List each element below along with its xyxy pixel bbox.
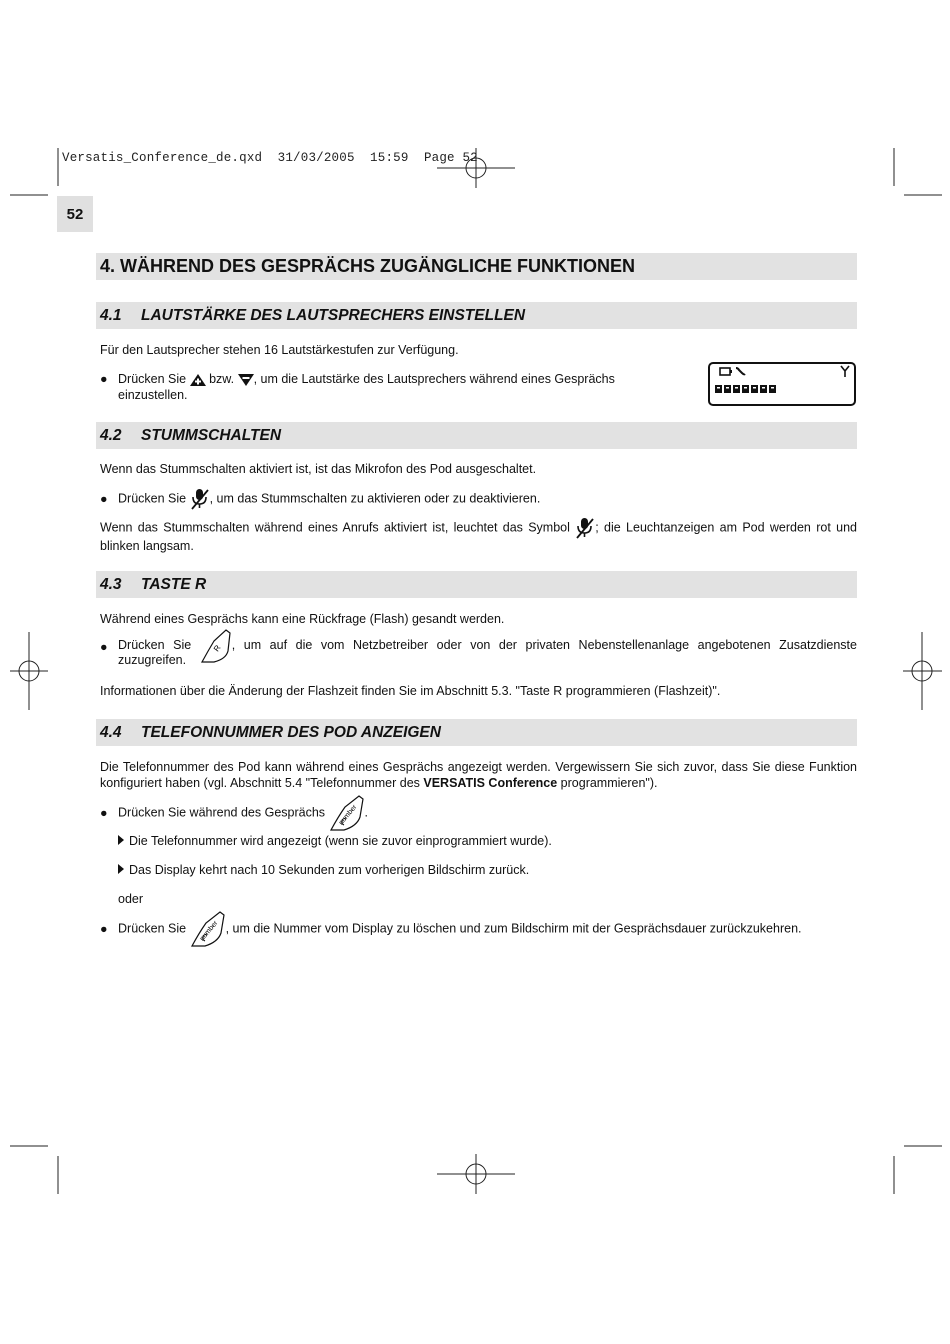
bullet-dot: ● <box>100 806 108 820</box>
bullet-dot: ● <box>100 492 108 506</box>
section-number: 4.1 <box>100 307 122 324</box>
text-fragment: Drücken Sie <box>118 372 187 386</box>
file-slug: Versatis_Conference_de.qxd 31/03/2005 15:59 Page 52 <box>62 151 478 165</box>
mute-microphone-icon <box>575 517 595 539</box>
text-fragment: Die Telefonnummer des Pod kann während eines Gesprächs angezeigt werden. Vergewissern Sie sich zuvor, dass Sie diese Funktion <box>100 760 857 774</box>
text-fragment: Drücken Sie <box>118 638 192 652</box>
bullet-text <box>118 372 658 403</box>
section-title: LAUTSTÄRKE DES LAUTSPRECHERS EINSTELLEN <box>141 307 526 324</box>
number-key-icon <box>190 911 226 947</box>
chapter-title: 4. WÄHREND DES GESPRÄCHS ZUGÄNGLICHE FUNKTIONEN <box>96 253 857 280</box>
arrow-right-icon <box>118 864 124 874</box>
r-key-icon <box>200 629 232 663</box>
paragraph: Informationen über die Änderung der Flashzeit finden Sie im Abschnitt 5.3. "Taste R programmieren (Flashzeit)". <box>100 684 721 698</box>
text-fragment: Drücken Sie <box>118 491 187 506</box>
section-header-4-4 <box>96 719 857 746</box>
text-fragment: konfiguriert haben (vgl. Abschnitt 5.4 "Telefonnummer des <box>100 775 424 790</box>
text-fragment: zuzugreifen. <box>118 652 187 667</box>
section-header-4-1 <box>96 302 857 329</box>
paragraph: Für den Lautsprecher stehen 16 Lautstärkestufen zur Verfügung. <box>100 343 459 357</box>
bullet-dot: ● <box>100 372 108 386</box>
bullet-text <box>118 911 857 947</box>
paragraph: Wenn das Stummschalten aktiviert ist, ist das Mikrofon des Pod ausgeschaltet. <box>100 462 537 476</box>
section-header-4-2 <box>96 422 857 449</box>
text-fragment: Wenn das Stummschalten während eines Anrufs aktiviert ist, leuchtet das Symbol <box>100 520 570 535</box>
paragraph <box>100 760 857 791</box>
section-number: 4.2 <box>100 427 122 444</box>
page-number: 52 <box>57 196 93 232</box>
bullet-dot: ● <box>100 640 108 654</box>
lcd-display-icon <box>708 362 857 407</box>
text-fragment: , um die Lautstärke des Lautsprechers während eines Gesprächs <box>253 372 615 386</box>
or-text: oder <box>118 892 144 906</box>
mute-microphone-icon <box>190 488 210 510</box>
sub-item <box>118 863 529 877</box>
bullet-text <box>118 628 857 668</box>
r-key-label: R <box>211 643 223 653</box>
text-fragment: , um auf die vom Netzbetreiber oder von der privaten Nebenstellenanlage angebotenen Zusatzdienste <box>231 638 857 652</box>
volume-down-icon <box>238 374 254 386</box>
bullet-dot: ● <box>100 922 108 936</box>
paragraph <box>100 517 857 555</box>
text-fragment: Drücken Sie während des Gesprächs <box>118 805 326 820</box>
section-number: 4.4 <box>100 724 122 741</box>
text-fragment: bzw. <box>209 372 235 386</box>
number-key-label: number <box>198 919 220 943</box>
text-fragment: , um die Nummer vom Display zu löschen und zum Bildschirm mit der Gesprächsdauer zurückzukehren. <box>225 921 802 936</box>
number-key-icon <box>329 795 365 831</box>
number-key-label: number <box>337 803 358 827</box>
text-fragment: ; die Leuchtanzeigen am Pod werden rot und <box>595 520 857 535</box>
text-fragment: , um das Stummschalten zu aktivieren oder zu deaktivieren. <box>209 491 541 506</box>
text-fragment: Die Telefonnummer wird angezeigt (wenn sie zuvor einprogrammiert wurde). <box>129 834 552 848</box>
product-name: VERSATIS Conference <box>423 775 558 790</box>
bullet-text: Drücken Sie während des Gesprächs number . <box>118 795 368 831</box>
sub-item <box>118 834 552 848</box>
section-header-4-3 <box>96 571 857 598</box>
text-fragment: blinken langsam. <box>100 539 194 553</box>
section-title: TASTE R <box>141 576 207 593</box>
text-fragment: Das Display kehrt nach 10 Sekunden zum vorherigen Bildschirm zurück. <box>129 863 530 877</box>
text-fragment: programmieren"). <box>557 775 658 790</box>
text-fragment: einzustellen. <box>118 387 188 402</box>
section-title: STUMMSCHALTEN <box>141 427 282 444</box>
section-title: TELEFONNUMMER DES POD ANZEIGEN <box>141 724 441 741</box>
text-fragment: Drücken Sie <box>118 921 187 936</box>
arrow-right-icon <box>118 835 124 845</box>
volume-up-icon <box>190 374 206 386</box>
bullet-text <box>118 488 818 510</box>
section-number: 4.3 <box>100 576 122 593</box>
paragraph: Während eines Gesprächs kann eine Rückfrage (Flash) gesandt werden. <box>100 612 505 626</box>
